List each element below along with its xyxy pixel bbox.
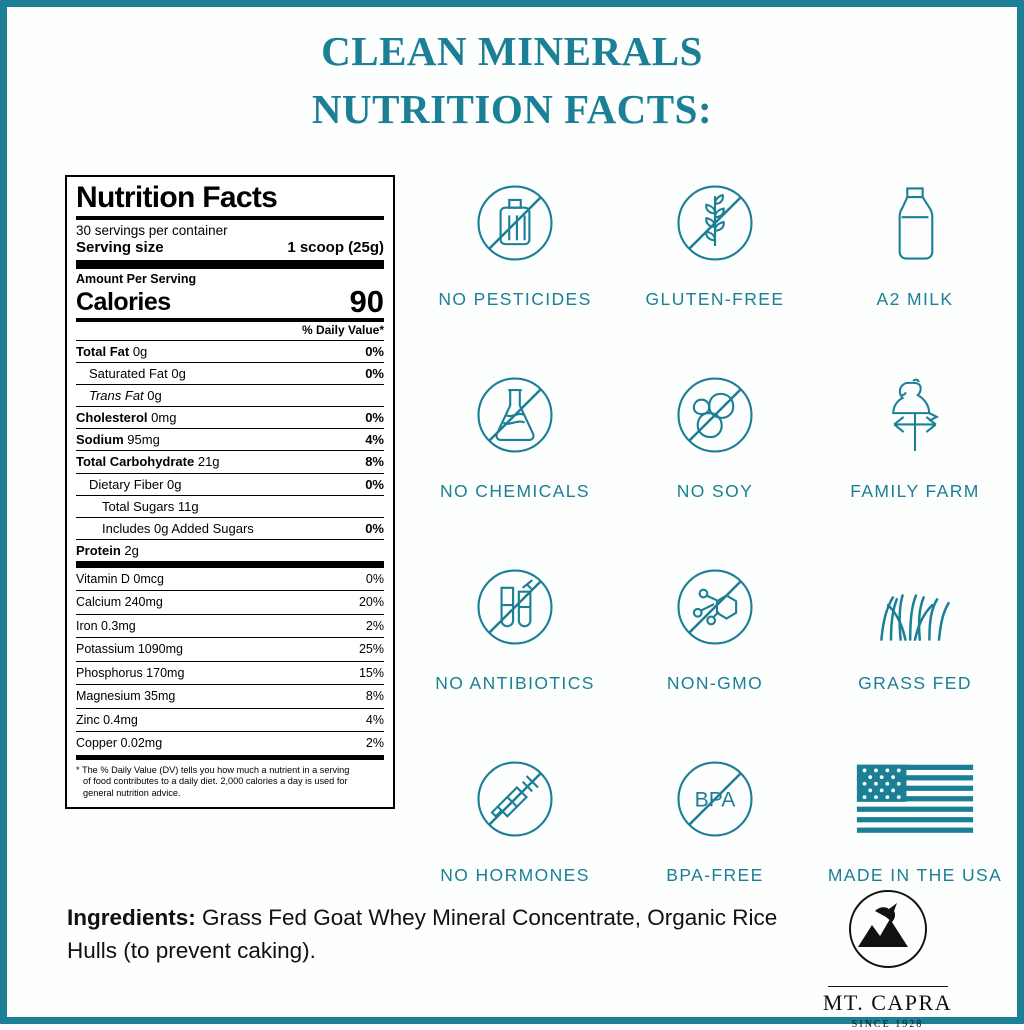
nutrient-name: Copper 0.02mg: [76, 736, 163, 751]
brand-since: SINCE 1928: [851, 1019, 924, 1030]
bpa-free-icon: [667, 747, 763, 851]
bpa-text: BPA: [694, 788, 736, 812]
badge-label: FAMILY FARM: [850, 481, 980, 501]
table-row: [76, 429, 384, 451]
table-row: [76, 568, 384, 592]
nutrient-name: Saturated Fat 0g: [89, 366, 186, 382]
badge-label: GRASS FED: [858, 673, 972, 693]
divider: [76, 260, 384, 269]
vitamins-table: [76, 568, 384, 756]
table-row: [76, 591, 384, 615]
grass-fed-icon: [860, 555, 970, 659]
badge-grid: [415, 167, 1015, 935]
nutrient-name: Zinc 0.4mg: [76, 712, 138, 727]
nutrient-dv: 20%: [358, 595, 384, 610]
nutrient-name: Potassium 1090mg: [76, 642, 184, 657]
nutrient-name: Iron 0.3mg: [76, 618, 136, 633]
nutrient-name: Vitamin D 0mcg: [76, 571, 164, 586]
calories-row: [76, 286, 384, 318]
badge-label: NON-GMO: [666, 673, 764, 693]
serving-size-value: 1 scoop (25g): [287, 239, 384, 257]
badge-gluten-free: [615, 167, 815, 359]
serving-size-row: [76, 239, 384, 259]
nutrient-dv: 2%: [365, 618, 384, 633]
no-antibiotics-icon: [467, 555, 563, 659]
footnote-line-1: * The % Daily Value (DV) tells you how much a nutrient in a serving: [76, 764, 350, 775]
ingredients-section: [67, 902, 797, 967]
nutrient-dv: 4%: [365, 432, 384, 448]
page-content: [7, 167, 1017, 1030]
amount-per-serving-label: Amount Per Serving: [76, 271, 197, 286]
badge-label: MADE IN THE USA: [827, 865, 1003, 885]
gluten-free-icon: [667, 171, 763, 275]
nutrient-name: Sodium 95mg: [76, 432, 160, 448]
nutrient-name: Total Fat 0g: [76, 344, 148, 360]
badge-no-soy: [615, 359, 815, 551]
nutrient-dv: 8%: [365, 689, 384, 704]
badge-label: NO HORMONES: [440, 865, 590, 885]
daily-value-header: % Daily Value*: [301, 323, 384, 338]
badge-no-pesticides: [415, 167, 615, 359]
brand-name: MT. CAPRA: [822, 990, 953, 1015]
nutrient-name: Calcium 240mg: [76, 595, 163, 610]
badge-label: NO PESTICIDES: [438, 289, 592, 309]
badge-no-antibiotics: [415, 551, 615, 743]
badge-label: BPA-FREE: [666, 865, 764, 885]
nutrient-dv: 25%: [358, 642, 384, 657]
footnote-line-2: of food contributes to a daily diet. 2,000 calories a day is used for: [83, 776, 348, 787]
badge-label: NO CHEMICALS: [439, 481, 590, 501]
nutrition-facts-title: Nutrition Facts: [76, 181, 278, 214]
nutrient-dv: 15%: [358, 665, 384, 680]
nutrient-dv: 0%: [365, 571, 384, 586]
no-hormones-icon: [467, 747, 563, 851]
family-farm-icon: [863, 363, 967, 467]
nutrient-dv: 8%: [365, 454, 384, 470]
nutrient-name: Total Sugars 11g: [102, 498, 199, 514]
nutrient-name: Magnesium 35mg: [76, 689, 176, 704]
ingredients-label: Ingredients:: [67, 905, 196, 930]
nutrient-dv: 0%: [365, 410, 384, 426]
table-row: [76, 662, 384, 686]
made-in-usa-icon: [853, 747, 977, 851]
calories-value: 90: [349, 284, 384, 320]
table-row: [76, 540, 384, 561]
table-row: [76, 385, 384, 407]
divider: [828, 986, 948, 987]
table-row: [76, 638, 384, 662]
badge-a2-milk: [815, 167, 1015, 359]
no-pesticides-icon: [467, 171, 563, 275]
nutrient-name: Includes 0g Added Sugars: [102, 520, 254, 536]
nutrient-name: Total Carbohydrate 21g: [76, 454, 220, 470]
nutrient-name: Cholesterol 0mg: [76, 410, 177, 426]
serving-size-label: Serving size: [76, 239, 164, 257]
badge-label: A2 MILK: [876, 289, 954, 309]
table-row: [76, 732, 384, 756]
nutrient-dv: 0%: [365, 344, 384, 360]
a2-milk-icon: [867, 171, 963, 275]
nutrient-dv: 0%: [365, 520, 384, 536]
badge-grass-fed: [815, 551, 1015, 743]
table-row: [76, 518, 384, 540]
table-row: [76, 685, 384, 709]
table-row: [76, 496, 384, 518]
nutrition-facts-label: [65, 175, 395, 809]
table-row: [76, 451, 384, 473]
nutrient-name: Trans Fat 0g: [89, 388, 162, 404]
nutrient-dv: 2%: [365, 736, 384, 751]
nutrient-name: Protein 2g: [76, 542, 139, 558]
page-header: [7, 7, 1017, 136]
badge-family-farm: [815, 359, 1015, 551]
table-row: [76, 709, 384, 733]
page-title-line2: NUTRITION FACTS:: [311, 86, 713, 133]
non-gmo-icon: [667, 555, 763, 659]
badge-label: GLUTEN-FREE: [645, 289, 785, 309]
servings-per-container: 30 servings per container: [76, 222, 228, 238]
divider: [76, 561, 384, 568]
nutrient-dv: 0%: [365, 476, 384, 492]
badge-no-chemicals: [415, 359, 615, 551]
table-row: [76, 341, 384, 363]
nutrient-name: Phosphorus 170mg: [76, 665, 185, 680]
ingredients-text: Grass Fed Goat Whey Mineral Concentrate, Organic Rice Hulls (to prevent caking).: [67, 905, 778, 963]
badge-label: NO SOY: [676, 481, 754, 501]
table-row: [76, 474, 384, 496]
no-soy-icon: [667, 363, 763, 467]
footnote: [76, 760, 384, 800]
nutrient-name: Dietary Fiber 0g: [89, 476, 182, 492]
calories-label: Calories: [76, 288, 171, 317]
no-chemicals-icon: [467, 363, 563, 467]
table-row: [76, 615, 384, 639]
badge-non-gmo: [615, 551, 815, 743]
badge-label: NO ANTIBIOTICS: [435, 673, 595, 693]
page-title-line1: CLEAN MINERALS: [321, 28, 703, 74]
footnote-line-3: general nutrition advice.: [83, 787, 181, 798]
table-row: [76, 363, 384, 385]
nutrition-facts-panel: [65, 175, 395, 809]
table-row: [76, 407, 384, 429]
nutrient-dv: 0%: [365, 366, 384, 382]
brand-logo: [800, 885, 975, 1030]
nutrient-dv: 4%: [365, 712, 384, 727]
